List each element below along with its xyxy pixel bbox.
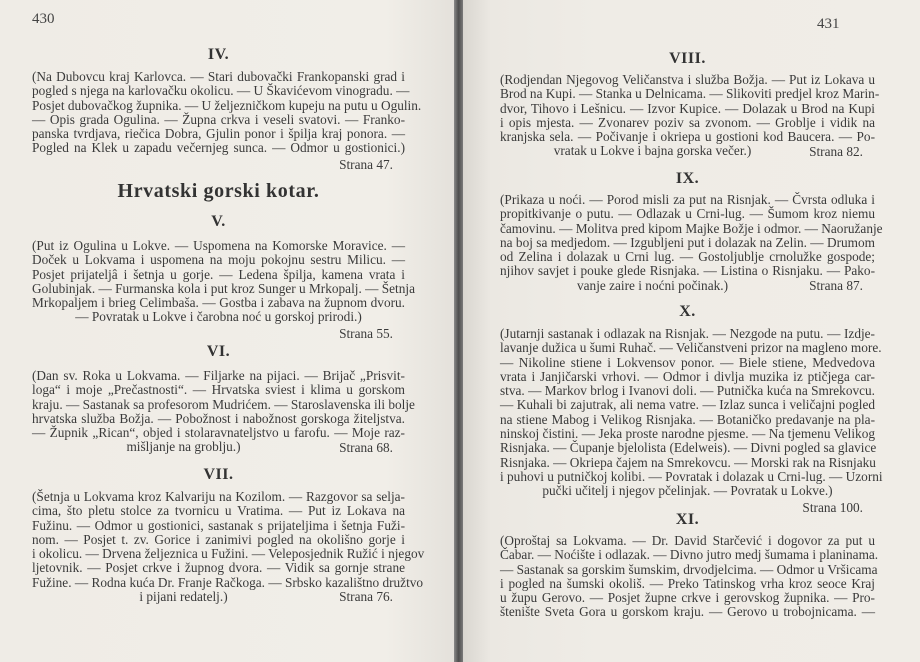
book-gutter — [454, 0, 463, 662]
text-line: Čabar. — Noćište i odlazak. — Divno jutro medj šumama i planinama. — [500, 547, 879, 563]
text-line: Fužine. — Rodna kuća Dr. Franje Račkoga. — Srbsko kazalištno družtvo — [32, 574, 424, 590]
text-line: mišljanje na groblju.) — [126, 439, 241, 455]
text-line: stva. — Markov brlog i Ivanovi doli. — Putnička kuća na Smrekovcu. — [500, 383, 875, 399]
text-line: i pijani redatelj.) — [139, 589, 228, 605]
text-line: i opis mjesta. — Zvonarev poziv sa zvonom. — Groblje i vidik na — [500, 114, 875, 130]
section-summary — [32, 69, 422, 156]
section-heading: V. — [211, 213, 226, 230]
text-line: (Jutarnji sastanak i odlazak na Risnjak. — Nezgode na putu. — Izdje- — [500, 326, 875, 341]
text-line: u župu Gerovo. — Posjet župne crkve i gerovskog župnika. — Pro- — [500, 590, 875, 606]
left-page — [0, 0, 454, 662]
section-heading: VIII. — [669, 50, 706, 67]
text-line: propitkivanje o putu. — Odlazak u Crni-lug. — Šumom kroz niemu — [500, 206, 875, 222]
right-page — [463, 0, 920, 662]
text-line: Doček u Lokvama i uspomena na moju pokojnu sestru Milicu. — — [32, 252, 405, 268]
section-summary — [32, 489, 425, 605]
section-heading: VI. — [206, 343, 231, 360]
text-line: — Kuhali bi zajutrak, ali nema vatre. — Izlaz sunca i veličajni pogled — [500, 397, 875, 413]
section-heading: XI. — [675, 511, 700, 528]
text-line: kraju. — Sastanak sa profesorom Mudrićem. — Staroslavenska ili bolje — [32, 396, 415, 412]
text-line: dvor, Tihovo i Lešnicu. — Izvor Kupice. — Dolazak u Brod na Kupi — [500, 100, 875, 116]
page-reference: Strana 47. — [339, 156, 393, 172]
text-line: na boj sa medjedom. — Izgubljeni put i dolazak na Zelin. — Drumom — [500, 234, 875, 250]
section-summary — [500, 533, 879, 620]
text-line: — Sastanak sa gorskim šumskim, drvodjelcima. — Odmor u Vršicama — [500, 561, 878, 577]
text-line: čamovinu. — Molitva pred kipom Majke Božje i odmor. — Naoružanje — [500, 220, 883, 236]
page-number: 431 — [817, 16, 840, 32]
text-line: vratak u Lokve i bajna gorska večer.) — [553, 143, 752, 159]
page-reference: Strana 55. — [339, 325, 393, 341]
text-line: pučki učitelj i njegov pčelinjak. — Povratak u Lokve.) — [542, 483, 833, 499]
text-line: nom. — Posjet t. zv. Gorice i zanimivi pogled na okolišno gorje i — [32, 531, 405, 547]
text-line: Golubinjak. — Furmanska kola i put kroz Sunger u Mrkopalj. — Šetnja — [32, 280, 415, 296]
page-reference: Strana 68. — [339, 439, 393, 455]
page-reference: Strana 87. — [809, 277, 863, 293]
page-reference: Strana 82. — [809, 143, 863, 159]
text-line: Posjet dubovačkog župnika. — U željezničkom kupeju na putu u Ogulin. — [32, 97, 422, 113]
text-line: Pogled na Klek u zapadu večernjeg sunca. — Odmor u gostionici.) — [32, 140, 405, 156]
section-heading: IV. — [207, 46, 230, 63]
section-summary — [32, 238, 415, 325]
text-line: (Rodjendan Njegovog Veličanstva i služba Božja. — Put iz Lokava u — [500, 72, 875, 87]
text-line: i puhovi u putničkoj kolibi. — Povratak i dolazak u Crni-lug. — Uzorni — [500, 468, 883, 484]
part-title: Hrvatski gorski kotar. — [117, 180, 320, 202]
text-line: štenište Sveta Gora u gorskom kraju. — Gerovo u trobojnicama. — — [500, 604, 875, 620]
text-line: (Šetnja u Lokvama kroz Kalvariju na Kozilom. — Razgovor sa selja- — [32, 489, 405, 504]
text-line: (Oproštaj sa Lokvama. — Dr. David Starčević i dogovor za put u — [500, 533, 875, 548]
text-line: vanje zaire i noćni počinak.) — [577, 277, 728, 293]
text-line: lavanje dužica u šumi Ruhač. — Veličanstveni prizor na magleno more. — [500, 340, 882, 356]
text-line: Brod na Kupi. — Stanka u Delnicama. — Slikoviti predjel kroz Marin- — [500, 86, 880, 102]
text-line: Risnjaka. — Čupanje bjelolista (Edelweis). — Divni pogled sa glavice — [500, 440, 877, 456]
text-line: — Nikoline stiene i Lokvensov ponor. — Biele stiene, Medvedova — [500, 354, 875, 370]
text-line: (Dan sv. Roka u Lokvama. — Filjarke na pijaci. — Brijač „Prisvit- — [32, 368, 405, 383]
text-line: ljetovnik. — Posjet crkve i župnog dvora. — Vidik sa gornje strane — [32, 560, 405, 576]
text-line: — Povratak u Lokve i čarobna noć u gorskoj prirodi.) — [75, 309, 362, 325]
text-line: Fužinu. — Odmor u gostionici, sastanak s prijateljima i šetnja Fuži- — [32, 517, 405, 533]
text-line: ninskoj čistini. — Jeka proste narodne pjesme. — Na tjemenu Velikog — [500, 426, 875, 442]
page-number: 430 — [32, 11, 55, 27]
text-line: loga“ i moje „Prečastnosti“. — Hrvatska sviest i klima u gorskom — [32, 382, 405, 398]
text-line: kranjska sela. — Počivanje i okriepa u gostioni kod Baucera. — Po- — [500, 129, 875, 145]
section-heading: X. — [679, 303, 696, 320]
text-line: na stiene Mabog i Velikog Risnjaka. — Botaničko predavanje na pla- — [500, 411, 875, 427]
text-line: Posjet prijateljâ i šetnja u gorje. — Ledena špilja, kamena vrata i — [32, 266, 405, 282]
text-line: Mrkopaljem i brieg Celimbaša. — Gostba i zabava na župnom dvoru. — [32, 295, 405, 311]
section-heading: IX. — [675, 170, 700, 187]
text-line: (Put iz Ogulina u Lokve. — Uspomena na Komorske Moravice. — — [32, 238, 405, 253]
text-line: (Na Dubovcu kraj Karlovca. — Stari dubovački Frankopanski grad i — [32, 69, 405, 84]
text-line: hrvatska služba Božja. — Pobožnost i nabožnost gorskoga žiteljstva. — [32, 410, 405, 426]
text-line: pogled s njega na karlovačku okolicu. — U Škavićevom vinogradu. — — [32, 83, 410, 99]
text-line: od Zelina i dolazak u Crni lug. — Gostoljublje crnolužke gospode; — [500, 249, 875, 265]
text-line: njihov savjet i pouke glede Risnjaka. — Listina o Risnjaku. — Pako- — [500, 263, 875, 279]
text-line: vrata i Janjičarski vrhovi. — Odmor i divlja muzika iz ptičjega car- — [500, 368, 875, 384]
text-line: — Župnik „Rican“, objed i stolaravnateljstvo u farofu. — Moje raz- — [32, 425, 405, 441]
text-line: Risnjaka. — Okriepa čajem na Smrekovcu. — Morski rak na Risnjaku — [500, 454, 876, 470]
text-line: panska tvrdjava, riečica Dobra, Gjulin ponor i špilja kraj ponora. — — [32, 126, 405, 142]
text-line: — Opis grada Ogulina. — Župna crkva i veseli svatovi. — Franko- — [32, 111, 405, 127]
text-line: i pogled na šumski okoliš. — Preko Tatinskog vrha kroz seoce Kraj — [500, 575, 875, 591]
section-summary — [500, 326, 883, 499]
text-line: i okolicu. — Drvena željeznica u Fužini. — Veleposjednik Ružić i njegov — [32, 546, 425, 562]
page-reference: Strana 100. — [802, 499, 863, 515]
page-reference: Strana 76. — [339, 589, 393, 605]
text-line: cima, što pletu stolce za tvornicu u Vratima. — Put iz Lokava na — [32, 503, 405, 519]
section-heading: VII. — [203, 466, 234, 483]
text-line: (Prikaza u noći. — Porod misli za put na Risnjak. — Čvrsta odluka i — [500, 192, 875, 207]
